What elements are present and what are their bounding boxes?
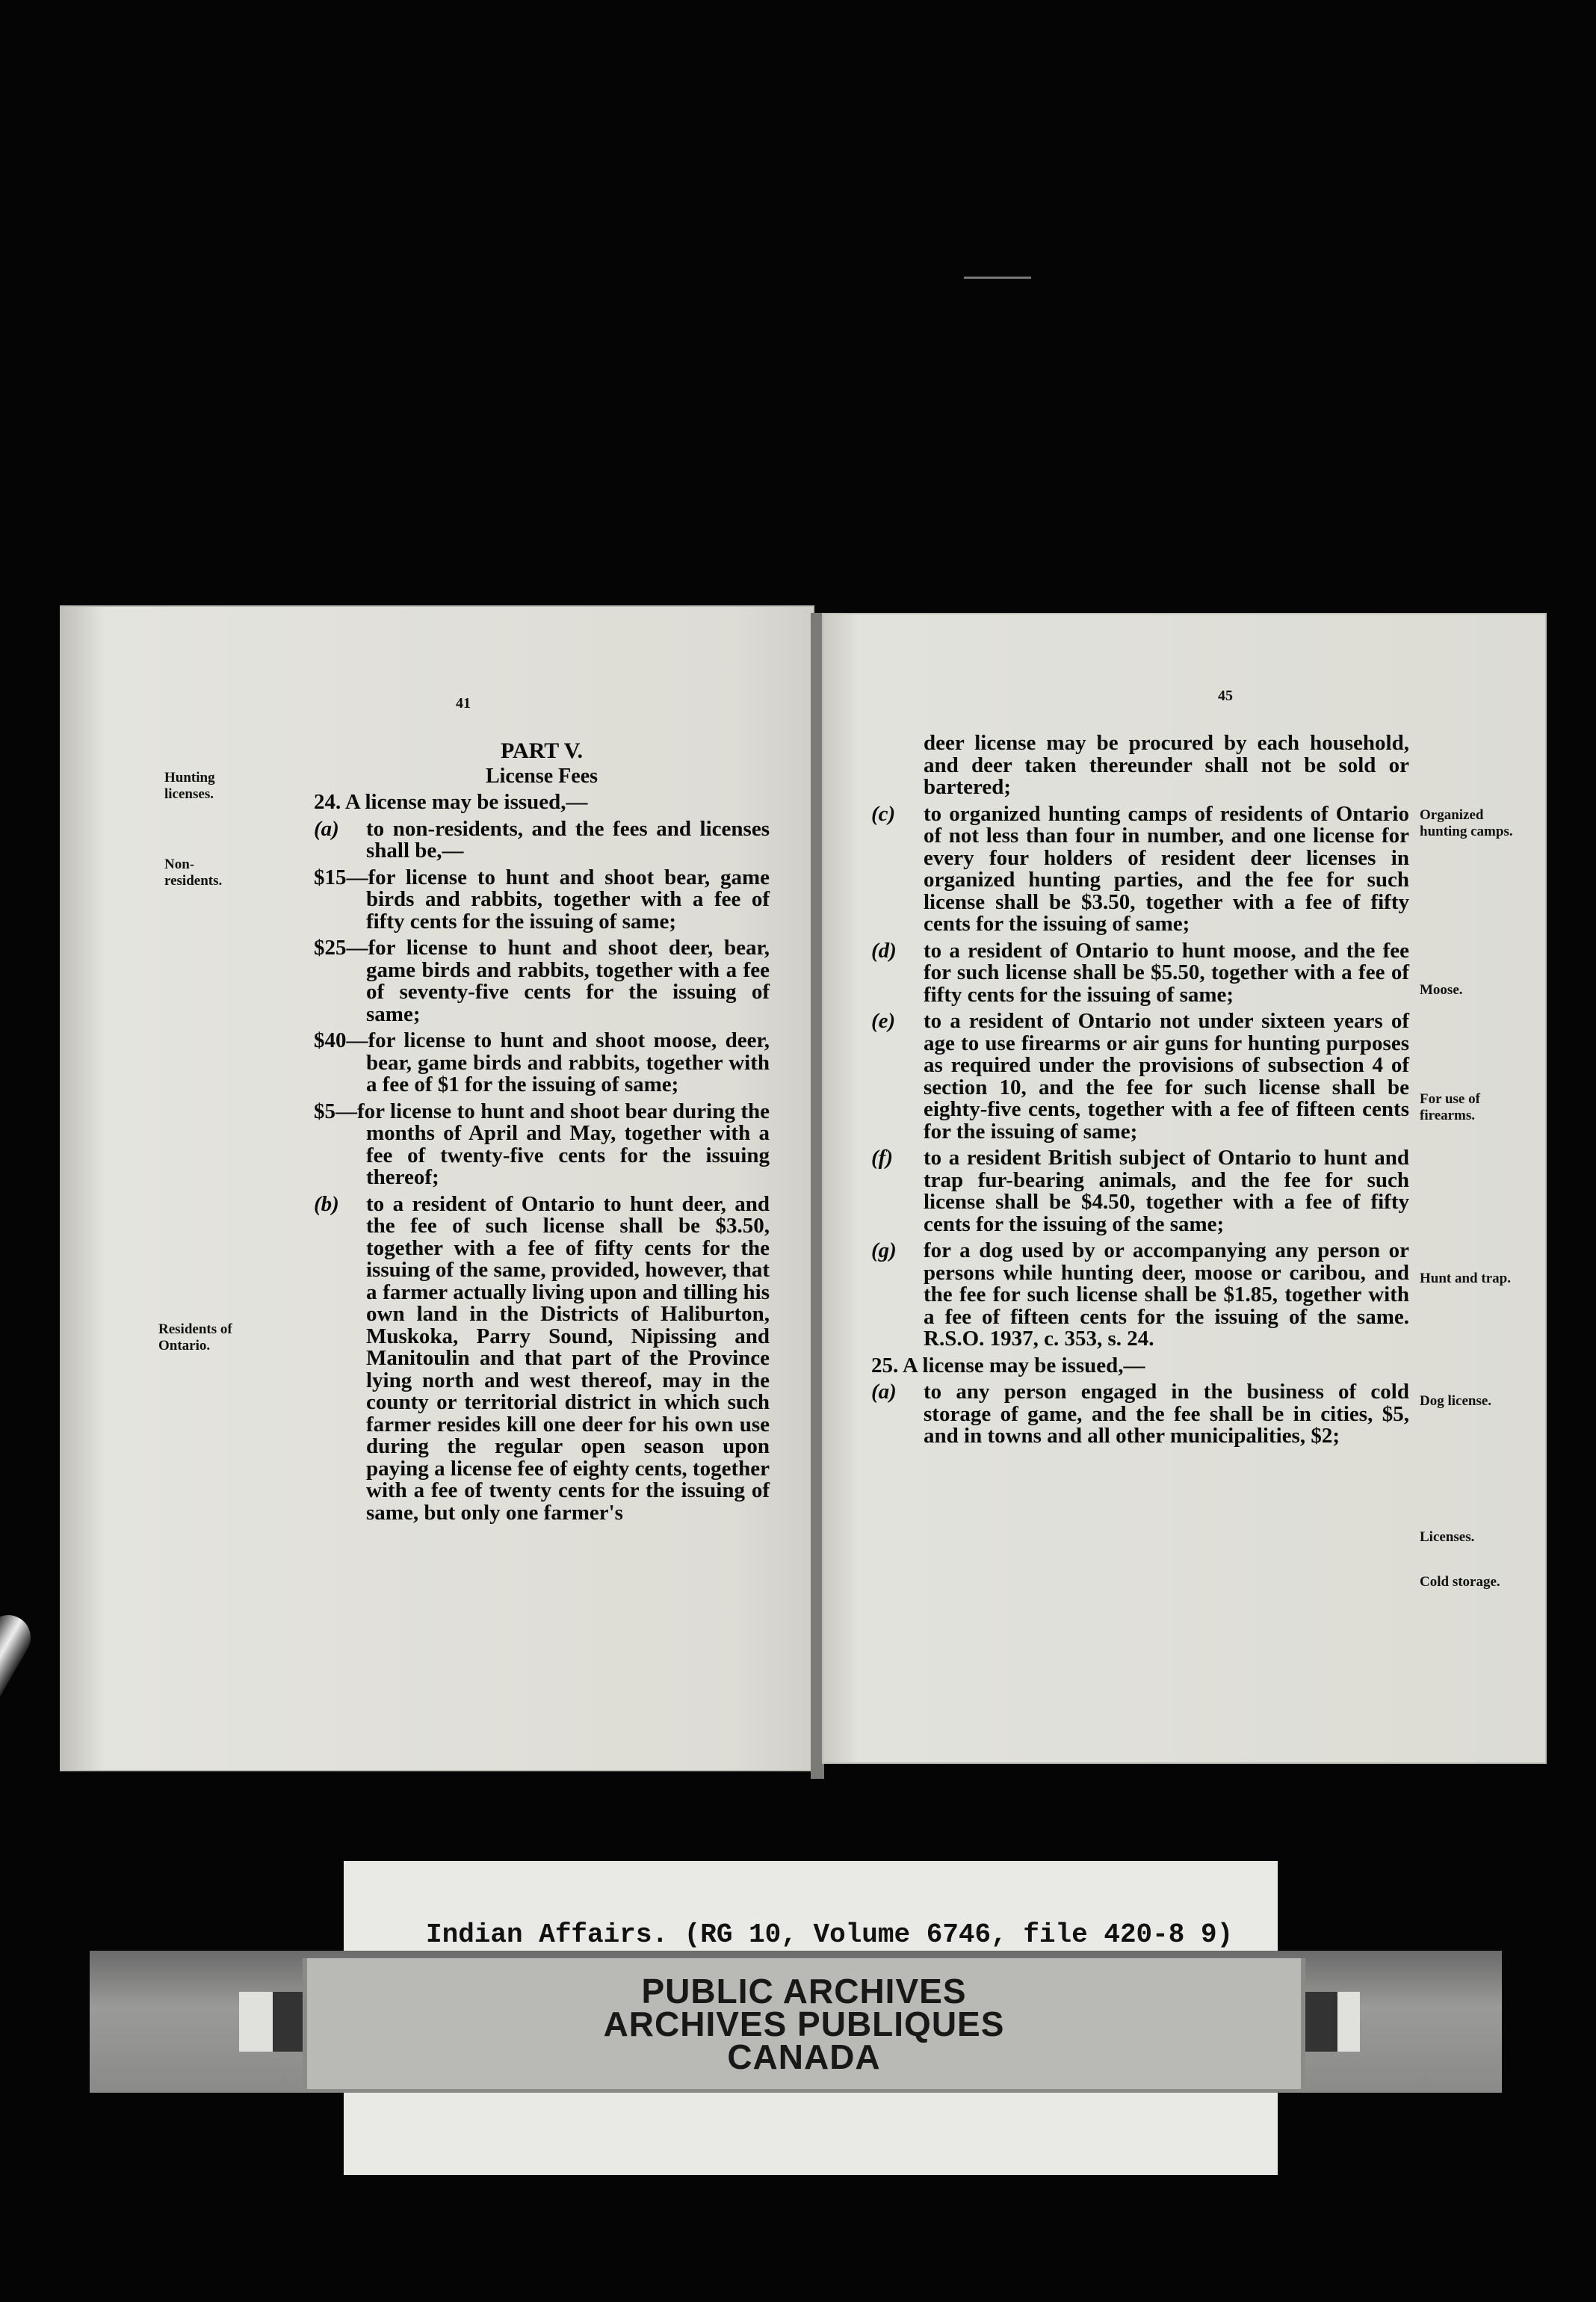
fee-15: $15—for license to hunt and shoot bear, game birds and rabbits, together with a fee of fifty cents for the issuing of same; — [314, 865, 770, 934]
fee-5: $5—for license to hunt and shoot bear during the months of April and May, together with a fee of twenty-five cents for the issuing thereof; — [314, 1099, 770, 1189]
margin-note-moose: Moose. — [1420, 982, 1463, 998]
clause-label-g: (g) — [871, 1238, 897, 1262]
right-page-body — [871, 732, 1409, 1452]
margin-note-hunt-and-trap: Hunt and trap. — [1420, 1271, 1511, 1286]
clause-b: to a resident of Ontario to hunt deer, and the fee of such license shall be $3.50, together with a fee of fifty cents for the issuing of the same, provided, however, that a farmer actually living upon and tilling his own land in the Districts of Haliburton, Muskoka, Parry Sound, Nipissing and Manitoulin and that part of the Province lying north and west thereof, may in the county or territorial district in which such farmer resides kill one deer for his own use during the regular open season upon paying a license fee of eighty cents, together with a fee of twenty cents for the issuing of same, but only one farmer's — [366, 1191, 770, 1525]
section-25: 25. A license may be issued,— — [871, 1353, 1145, 1377]
clause-label-c: (c) — [871, 801, 896, 826]
clause-label-d: (d) — [871, 938, 897, 963]
margin-note-non-residents: Non-residents. — [164, 857, 223, 889]
clause-label-25a: (a) — [871, 1380, 897, 1404]
right-folio: 45 — [1218, 688, 1233, 704]
part-heading: PART V. — [500, 738, 584, 763]
margin-note-organized-hunting-camps: Organized hunting camps. — [1420, 807, 1513, 839]
pen-tip — [0, 1607, 39, 1875]
margin-note-firearms: For use of firearms. — [1420, 1091, 1480, 1123]
clause-a: to non-residents, and the fees and licenses shall be,— — [366, 816, 770, 863]
archive-stamp-bar — [90, 1951, 1502, 2093]
clause-label-a: (a) — [314, 816, 339, 841]
fee-25: $25—for license to hunt and shoot deer, bear, game birds and rabbits, together with a fee of seventy-five cents for the issuing of same; — [314, 936, 770, 1026]
continued-text: deer license may be procured by each household, and deer taken thereunder shall not be sold or bartered; — [924, 731, 1409, 799]
clause-e: to a resident of Ontario not under sixteen years of age to use firearms or air guns for hunting purposes as required under the provisions of subsection 4 of section 10, and the fee for such license shall be eighty-five cents, together with a fee of fifteen cents for the issuing of same; — [924, 1009, 1409, 1144]
archive-stamp — [303, 1958, 1305, 2089]
left-page — [60, 605, 814, 1771]
clause-d: to a resident of Ontario to hunt moose, and the fee for such license shall be $5.50, together with a fee of fifty cents for the issuing of same; — [924, 938, 1409, 1007]
clause-label-b: (b) — [314, 1191, 339, 1216]
margin-note-hunting-licenses: Hunting licenses. — [164, 770, 215, 802]
clause-25a: to any person engaged in the business of cold storage of game, and the fee shall be in cities, $5, and in towns and all other municipalities, $2; — [924, 1380, 1409, 1448]
right-page — [822, 613, 1547, 1764]
clause-f: to a resident British subject of Ontario to hunt and trap fur-bearing animals, and the fee for such license shall be $4.50, together with a fee of fifty cents for the issuing of the same; — [924, 1146, 1409, 1236]
film-scratch — [964, 277, 1031, 279]
left-page-body — [314, 740, 770, 1528]
open-book — [60, 598, 1547, 1779]
lower-label-strip — [344, 2093, 1278, 2175]
archive-reference: Indian Affairs. (RG 10, Volume 6746, file 420-8 9) — [426, 1919, 1234, 1950]
archive-label-strip — [344, 1861, 1278, 1958]
left-folio: 41 — [456, 695, 471, 712]
margin-note-dog-license: Dog license. — [1420, 1393, 1492, 1409]
clause-c: to organized hunting camps of residents of Ontario of not less than four in number, and one license for every four holders of resident deer licenses in organized hunting parties, and the fee for such license shall be $3.50, together with a fee of fifty cents for the issuing of same; — [924, 801, 1409, 936]
stamp-line-2: ARCHIVES PUBLIQUES — [603, 2005, 1005, 2043]
clause-label-e: (e) — [871, 1009, 896, 1033]
stamp-line-1: PUBLIC ARCHIVES — [641, 1972, 967, 2011]
clause-label-f: (f) — [871, 1146, 893, 1170]
stamp-line-3: CANADA — [727, 2037, 881, 2076]
fee-40: $40—for license to hunt and shoot moose, deer, bear, game birds and rabbits, together with a fee of $1 for the issuing of same; — [314, 1028, 770, 1096]
clause-g: for a dog used by or accompanying any person or persons while hunting deer, moose or caribou, and the fee for such license shall be $1.85, together with a fee of fifteen cents for the issuing of the same. R.S.O. 1937, c. 353, s. 24. — [924, 1238, 1409, 1351]
margin-note-cold-storage: Cold storage. — [1420, 1574, 1500, 1590]
section-heading: License Fees — [485, 764, 598, 788]
margin-note-residents-of-ontario: Residents of Ontario. — [158, 1321, 232, 1354]
section-24: 24. A license may be issued,— — [314, 790, 588, 814]
margin-note-licenses: Licenses. — [1420, 1529, 1475, 1545]
